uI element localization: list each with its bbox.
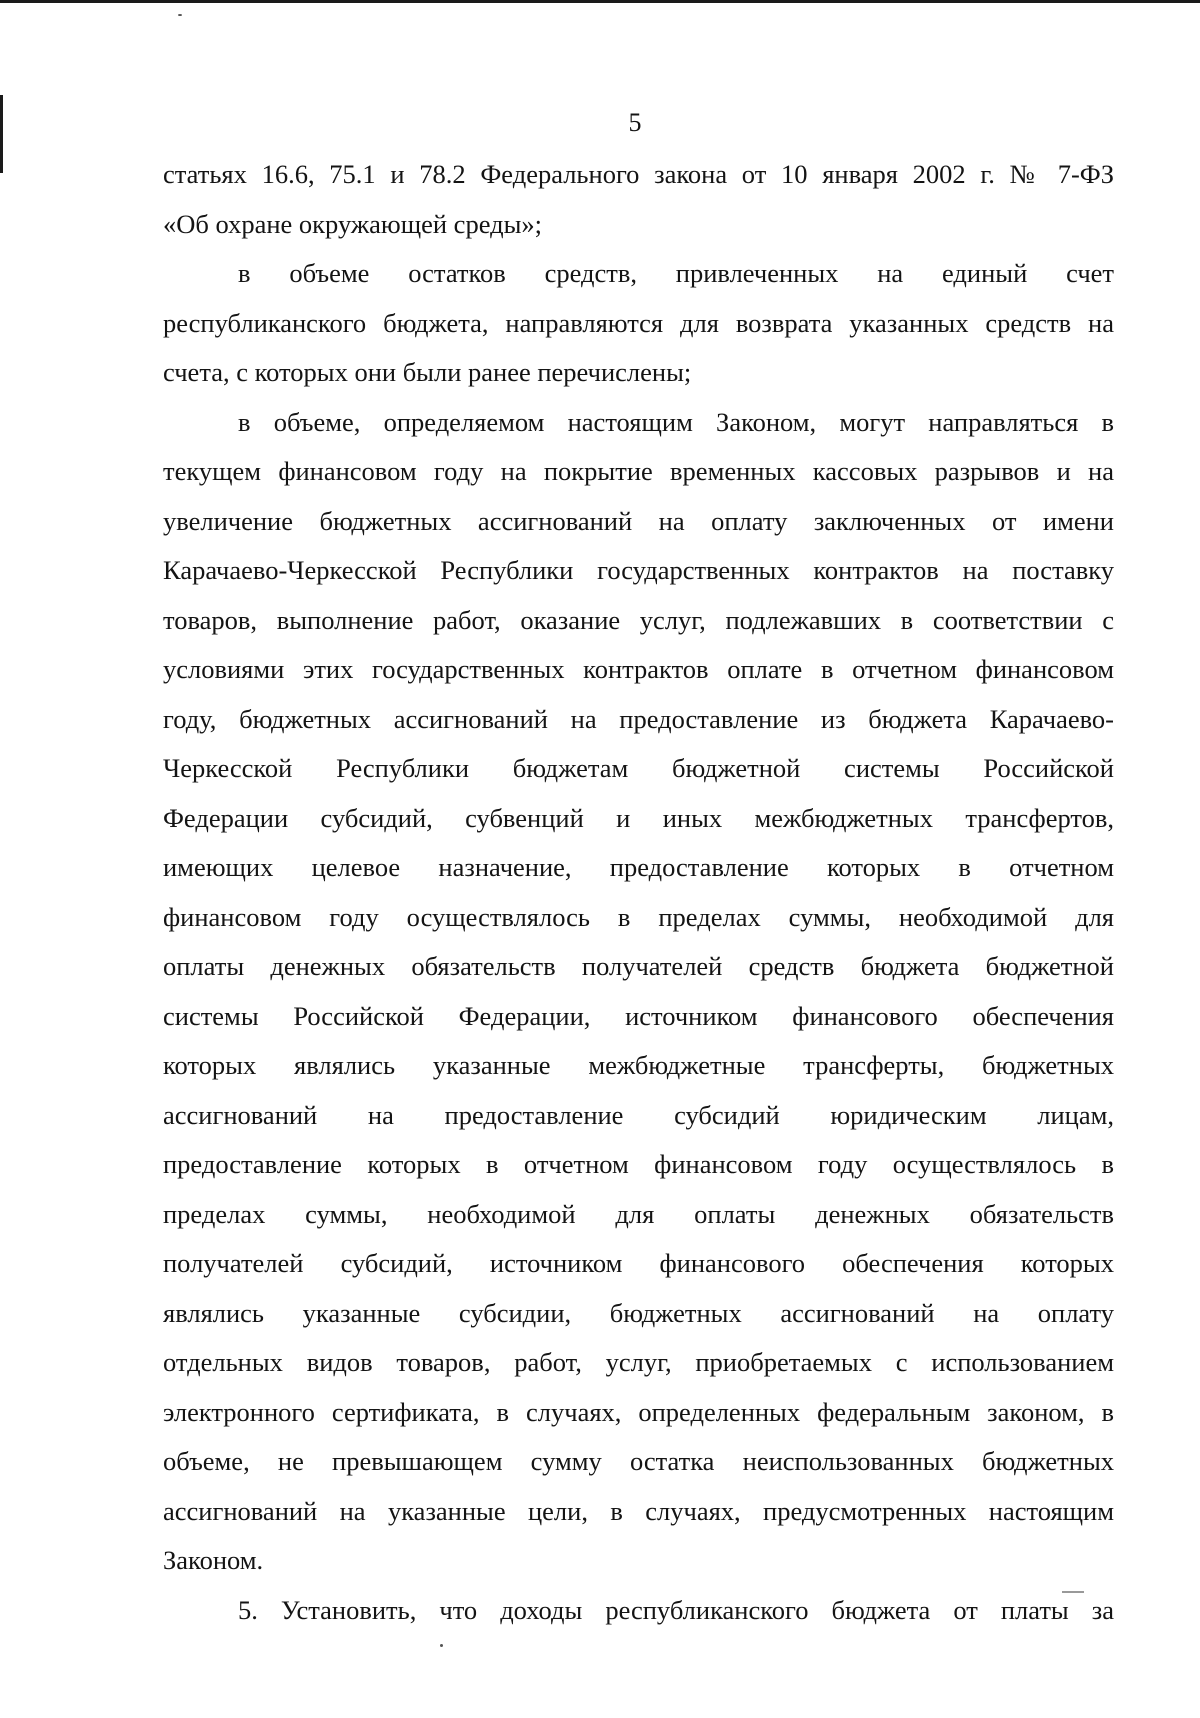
text-line: товаров, выполнение работ, оказание услуг, подлежавших в соответствии с [163,604,1114,635]
text-line: ассигнований на указанные цели, в случаях, предусмотренных настоящим [163,1495,1114,1526]
text-line: 5. Установить, что доходы республиканского бюджета от платы за [238,1594,1114,1625]
text-line: системы Российской Федерации, источником финансового обеспечения [163,1000,1114,1031]
text-line: увеличение бюджетных ассигнований на оплату заключенных от имени [163,505,1114,536]
text-line: ассигнований на предоставление субсидий юридическим лицам, [163,1099,1114,1130]
text-line: пределах суммы, необходимой для оплаты денежных обязательств [163,1198,1114,1229]
text-line: получателей субсидий, источником финансового обеспечения которых [163,1248,1114,1278]
text-line: в объеме остатков средств, привлеченных на единый счет [238,258,1114,288]
text-line: счета, с которых они были ранее перечислены; [163,357,692,387]
text-line: Законом. [163,1545,264,1575]
text-line: условиями этих государственных контрактов оплате в отчетном финансовом [163,654,1114,684]
text-line: электронного сертификата, в случаях, определенных федеральным законом, в [163,1396,1114,1427]
text-line: имеющих целевое назначение, предоставление которых в отчетном [163,852,1114,882]
text-line: статьях 16.6, 75.1 и 78.2 Федерального закона от 10 января 2002 г. № 7-ФЗ [163,159,1114,189]
document-body [163,150,1114,1635]
text-line: «Об охране окружающей среды»; [163,208,543,239]
text-line: предоставление которых в отчетном финансовом году осуществлялось в [163,1149,1114,1179]
page-number: 5 [628,108,642,137]
scan-top-edge [0,0,1200,3]
text-line: Карачаево-Черкесской Республики государственных контрактов на поставку [163,555,1114,585]
scan-speck [178,14,182,16]
text-line: являлись указанные субсидии, бюджетных ассигнований на оплату [163,1297,1114,1328]
text-line: отдельных видов товаров, работ, услуг, приобретаемых с использованием [163,1347,1114,1377]
scan-speck [440,1644,443,1647]
text-line: Федерации субсидий, субвенций и иных межбюджетных трансфертов, [163,802,1114,833]
text-line: в объеме, определяемом настоящим Законом, могут направляться в [238,406,1114,437]
text-line: финансовом году осуществлялось в пределах суммы, необходимой для [163,901,1114,932]
text-line: оплаты денежных обязательств получателей средств бюджета бюджетной [163,951,1114,981]
text-line: объеме, не превышающем сумму остатка неиспользованных бюджетных [163,1446,1114,1476]
text-line: которых являлись указанные межбюджетные трансферты, бюджетных [163,1050,1114,1080]
text-line: Черкесской Республики бюджетам бюджетной системы Российской [163,753,1114,783]
text-line: году, бюджетных ассигнований на предоставление из бюджета Карачаево- [163,703,1114,734]
text-line: республиканского бюджета, направляются для возврата указанных средств на [163,307,1114,338]
text-line: текущем финансовом году на покрытие временных кассовых разрывов и на [163,456,1114,486]
